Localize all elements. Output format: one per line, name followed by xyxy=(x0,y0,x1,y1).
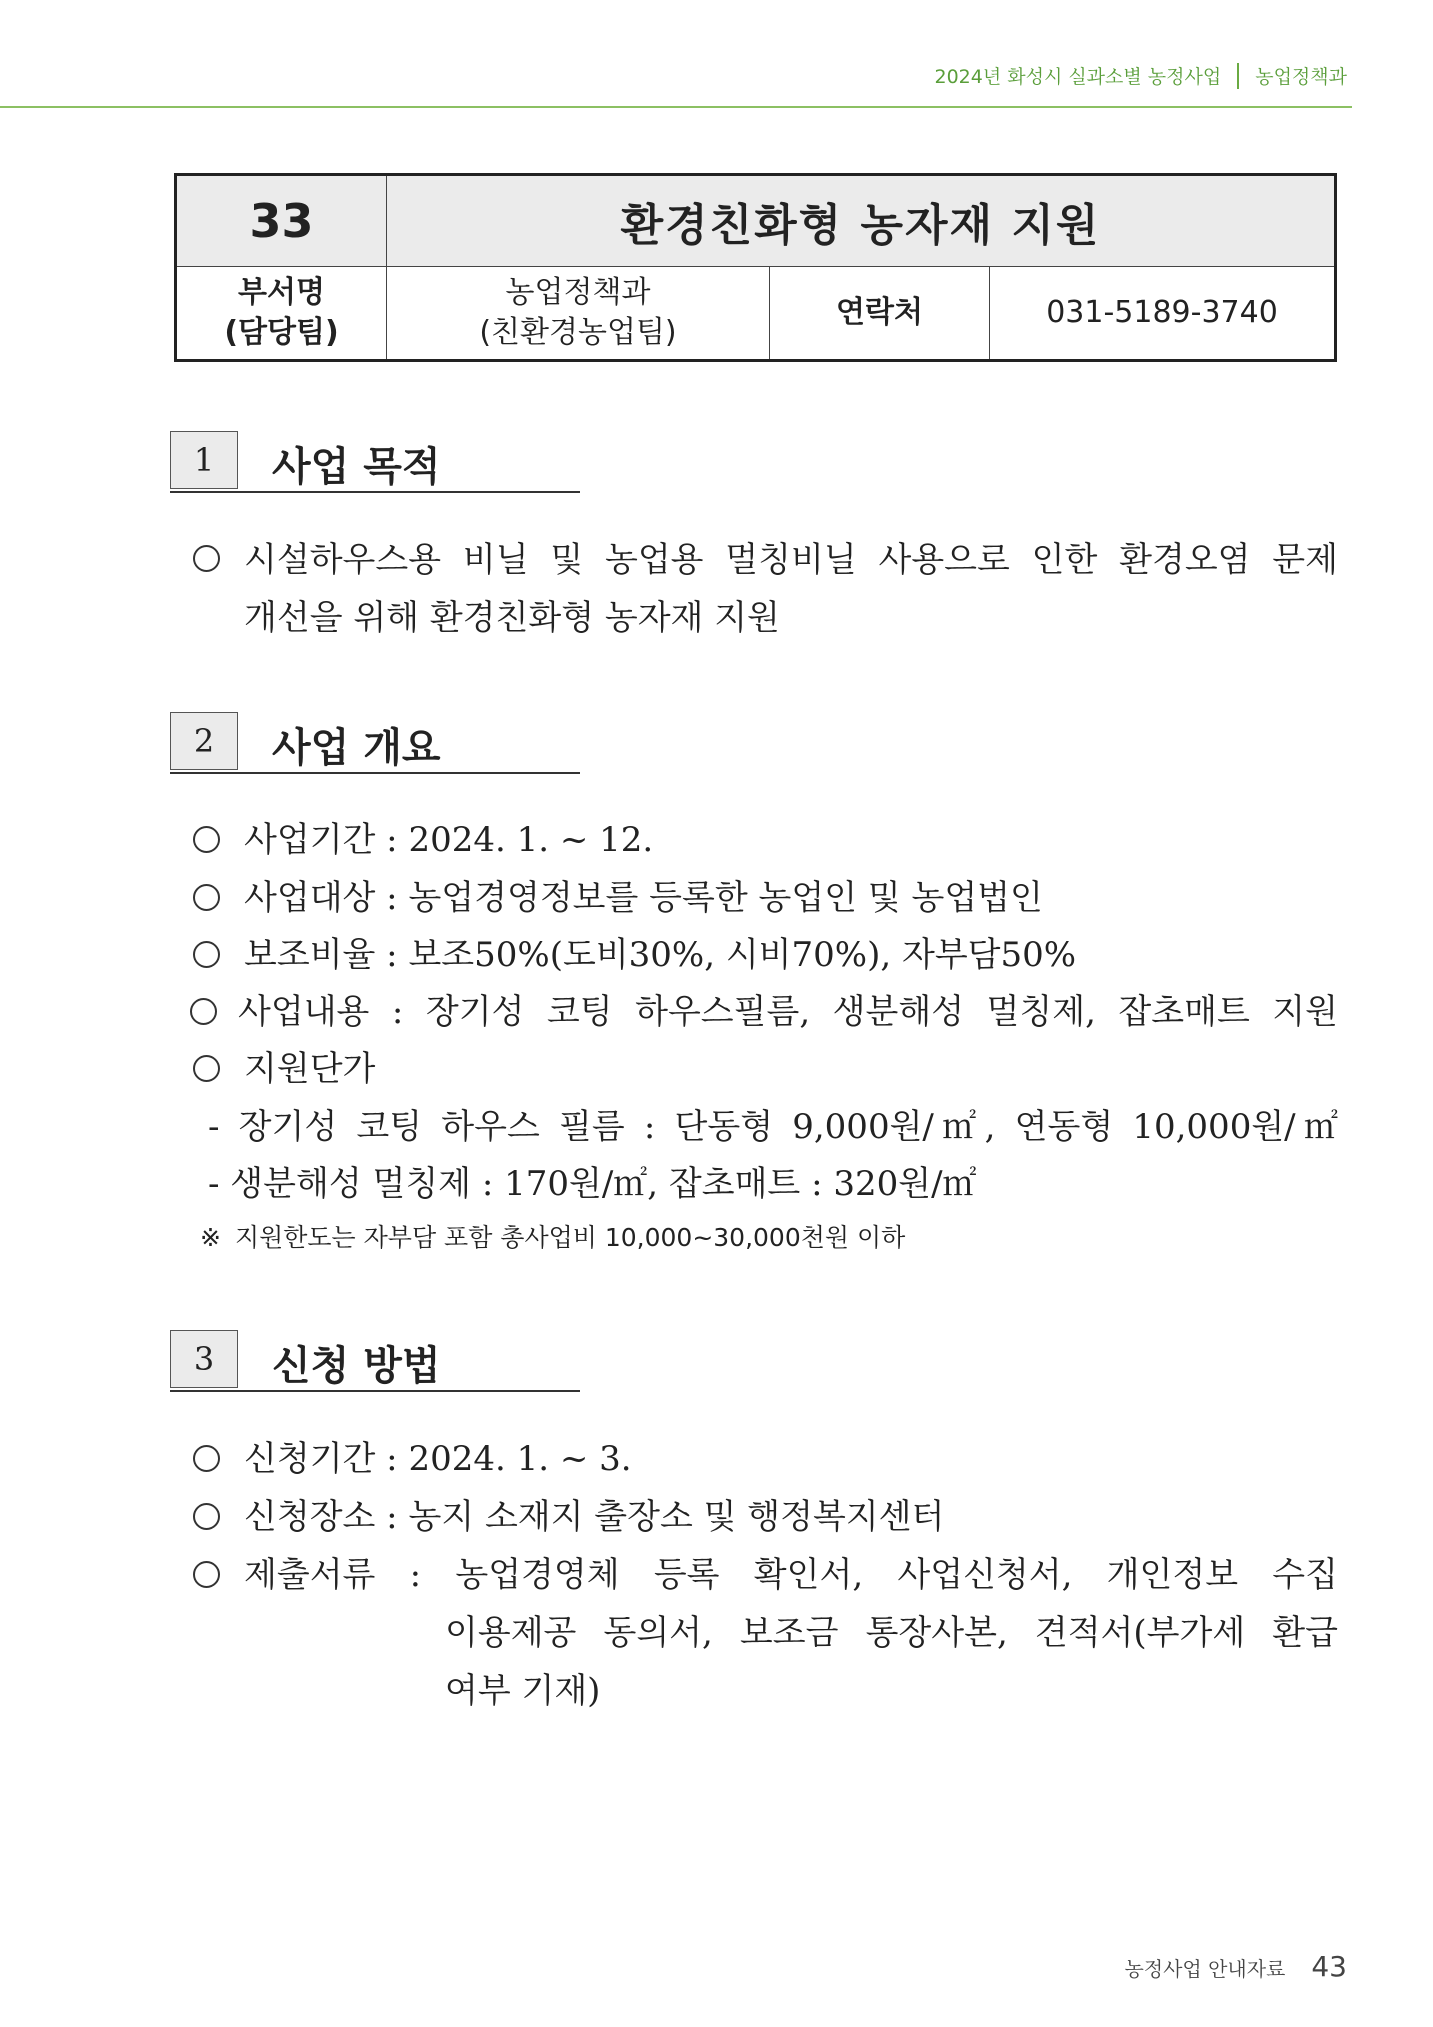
apply-place: 신청장소 : 농지 소재지 출장소 및 행정복지센터 xyxy=(244,1497,945,1537)
apply-period: 신청기간 : 2024. 1. ~ 3. xyxy=(244,1439,632,1479)
section-1-heading xyxy=(170,431,580,493)
bullet-circle-icon xyxy=(193,941,220,968)
support-limit-note xyxy=(200,1218,905,1254)
purpose-line-2: 개선을 위해 환경친화형 농자재 지원 xyxy=(244,598,780,638)
dept-label xyxy=(176,267,387,361)
contact-value: 031-5189-3740 xyxy=(990,267,1336,361)
bullet-circle-icon xyxy=(193,1055,220,1082)
dept-value-line1: 농업정책과 xyxy=(505,274,651,310)
program-title: 환경친화형 농자재 지원 xyxy=(387,175,1336,267)
apply-documents-line-3: 여부 기재) xyxy=(445,1671,601,1711)
purpose-line-1: 시설하우스용 비닐 및 농업용 멀칭비닐 사용으로 인한 환경오염 문제 xyxy=(244,540,1338,580)
dept-value-line2: (친환경농업팀) xyxy=(479,315,677,350)
section-2-heading xyxy=(170,712,580,774)
overview-target: 사업대상 : 농업경영정보를 등록한 농업인 및 농업법인 xyxy=(244,878,1043,918)
overview-content: 사업내용 : 장기성 코팅 하우스필름, 생분해성 멀칭제, 잡초매트 지원 xyxy=(238,992,1338,1032)
note-text: 지원한도는 자부담 포함 총사업비 10,000~30,000천원 이하 xyxy=(234,1223,906,1252)
unit-price-film: - 장기성 코팅 하우스 필름 : 단동형 9,000원/㎡, 연동형 10,000원/㎡ xyxy=(208,1107,1338,1147)
dept-label-line1: 부서명 xyxy=(238,274,325,310)
publication-title: 2024년 화성시 실과소별 농정사업 xyxy=(934,66,1222,88)
header-rule xyxy=(0,106,1352,108)
page-footer xyxy=(1124,1950,1347,1983)
overview-period: 사업기간 : 2024. 1. ~ 12. xyxy=(244,820,654,860)
footer-title: 농정사업 안내자료 xyxy=(1124,1957,1286,1981)
bullet-circle-icon xyxy=(193,1503,220,1530)
header-divider xyxy=(1237,63,1239,89)
section-number: 3 xyxy=(170,1330,238,1388)
running-header xyxy=(934,62,1347,89)
overview-subsidy-ratio: 보조비율 : 보조50%(도비30%, 시비70%), 자부담50% xyxy=(244,935,1077,975)
bullet-circle-icon xyxy=(190,998,217,1025)
bullet-circle-icon xyxy=(193,826,220,853)
page-number: 43 xyxy=(1311,1950,1347,1983)
overview-unit-price-label: 지원단가 xyxy=(244,1049,376,1089)
contact-label: 연락처 xyxy=(770,267,990,361)
bullet-circle-icon xyxy=(193,545,220,572)
bullet-circle-icon xyxy=(193,1445,220,1472)
note-reference-mark: ※ xyxy=(200,1223,221,1252)
bullet-circle-icon xyxy=(193,884,220,911)
header-department: 농업정책과 xyxy=(1255,66,1347,88)
unit-price-mulch: - 생분해성 멀칭제 : 170원/㎡, 잡초매트 : 320원/㎡ xyxy=(208,1164,977,1204)
section-3-heading xyxy=(170,1330,580,1392)
apply-documents-line-1: 제출서류 : 농업경영체 등록 확인서, 사업신청서, 개인정보 수집 xyxy=(244,1555,1338,1595)
section-number: 1 xyxy=(170,431,238,489)
section-title: 사업 목적 xyxy=(272,444,441,490)
section-title: 신청 방법 xyxy=(272,1343,441,1389)
program-info-table xyxy=(174,173,1337,362)
section-title: 사업 개요 xyxy=(272,725,441,771)
section-number: 2 xyxy=(170,712,238,770)
dept-label-line2: (담당팀) xyxy=(224,315,339,350)
bullet-circle-icon xyxy=(193,1561,220,1588)
apply-documents-line-2: 이용제공 동의서, 보조금 통장사본, 견적서(부가세 환급 xyxy=(445,1613,1338,1653)
dept-value xyxy=(387,267,770,361)
program-number: 33 xyxy=(176,175,387,267)
